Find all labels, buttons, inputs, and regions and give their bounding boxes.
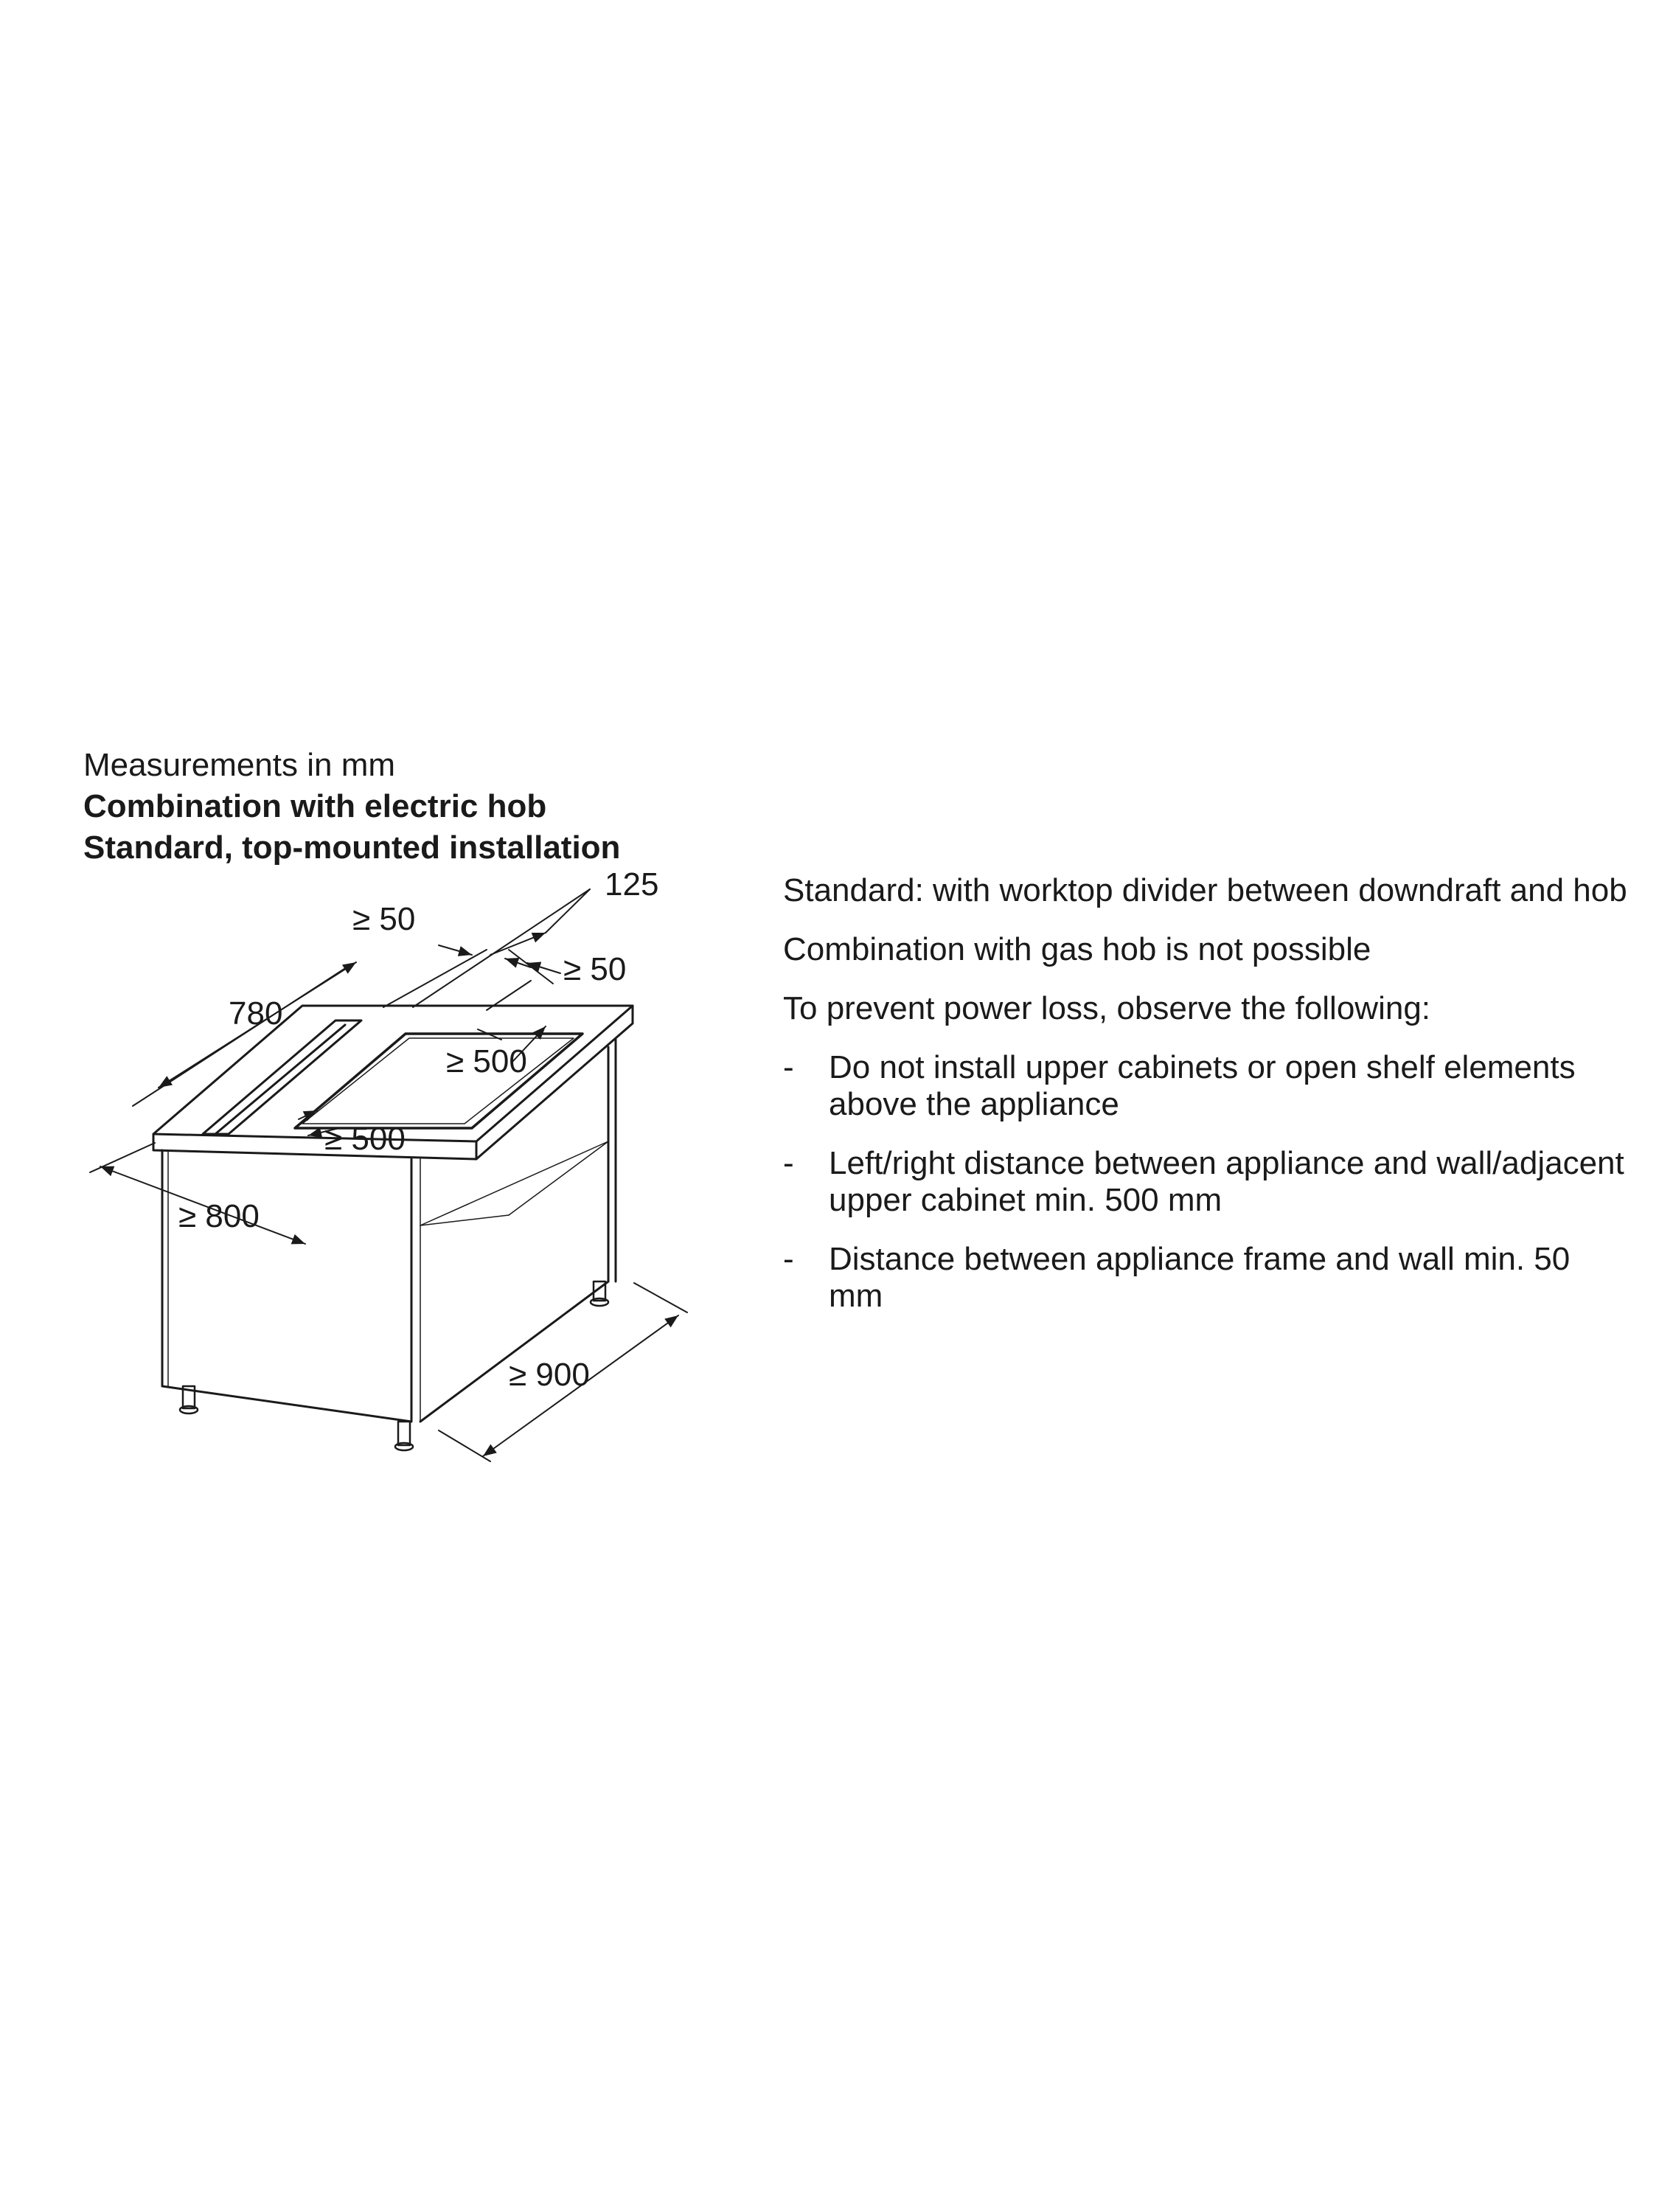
dim-125-leader — [546, 889, 590, 933]
dim-50-top-line — [439, 945, 472, 955]
bullet-text: Left/right distance between appliance and wall/adjacent upper cabinet min. 500 mm — [829, 1145, 1624, 1218]
dim-label-500-front: ≥ 500 — [324, 1121, 406, 1157]
hob-cutout — [295, 1034, 582, 1128]
bullet-marker: - — [783, 1241, 794, 1277]
downdraft-cutout — [203, 1020, 361, 1134]
dim-900-ext-back — [634, 1283, 687, 1312]
dim-label-900: ≥ 900 — [509, 1357, 590, 1393]
installation-title: Standard, top-mounted installation — [83, 830, 621, 866]
dim-label-50-right: ≥ 50 — [563, 951, 627, 987]
dim-label-500-back: ≥ 500 — [446, 1043, 527, 1079]
dim-125-ext-right — [413, 889, 590, 1007]
bullet-text: Distance between appliance frame and wall min. 50 mm — [829, 1241, 1571, 1314]
dim-label-800: ≥ 800 — [178, 1198, 260, 1234]
dim-label-125: 125 — [605, 866, 659, 902]
installation-diagram — [74, 863, 782, 1482]
list-item — [783, 1145, 1631, 1219]
dim-label-780: 780 — [229, 995, 283, 1032]
note-standard: Standard: with worktop divider between downdraft and hob — [783, 872, 1627, 908]
dim-125-ext-left — [383, 950, 487, 1007]
dim-125-line — [490, 933, 546, 955]
combination-title: Combination with electric hob — [83, 788, 547, 824]
dim-800-ext — [90, 1143, 155, 1172]
list-item — [783, 1049, 1631, 1123]
bullet-marker: - — [783, 1145, 794, 1181]
dim-label-50-top: ≥ 50 — [352, 901, 416, 937]
bullet-text: Do not install upper cabinets or open shelf elements above the appliance — [829, 1049, 1576, 1122]
units-note: Measurements in mm — [83, 747, 396, 783]
installation-notes — [783, 872, 1631, 1337]
cabinet-drawing — [74, 863, 782, 1482]
power-loss-list — [783, 1049, 1631, 1315]
note-gas: Combination with gas hob is not possible — [783, 931, 1371, 967]
note-power-intro: To prevent power loss, observe the following: — [783, 990, 1431, 1026]
bullet-marker: - — [783, 1049, 794, 1085]
list-item — [783, 1241, 1631, 1315]
diagram-header — [83, 745, 747, 869]
